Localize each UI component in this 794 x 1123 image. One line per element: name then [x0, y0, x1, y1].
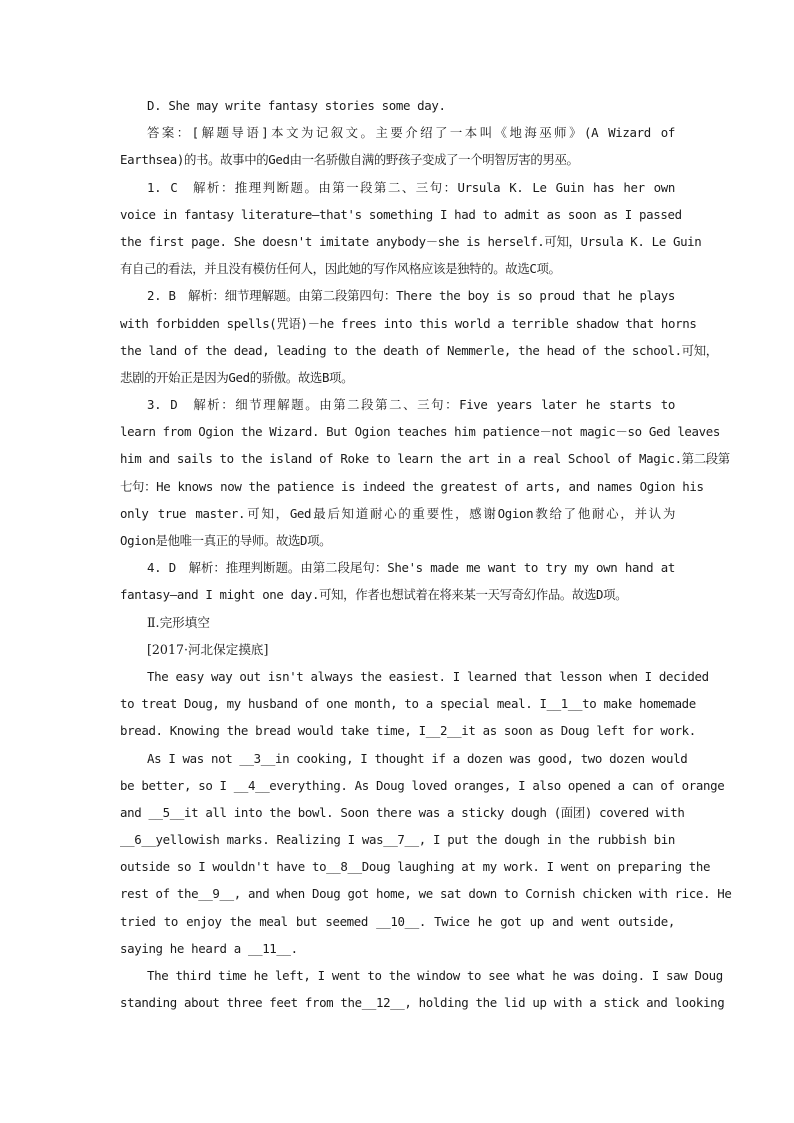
passage-line: The third time he left, I went to the window to see what he was doing. I saw Doug — [147, 968, 723, 983]
passage-line: to treat Doug, my husband of one month, to a special meal. I__1__to make homemade — [120, 696, 696, 712]
explanation-3-line: only true master.可知，Ged最后知道耐心的重要性，感谢Ogion教给了他耐心，并认为 — [120, 505, 675, 521]
passage-line: be better, so I __4__everything. As Doug loved oranges, I also opened a can of orange — [120, 777, 725, 793]
passage-line: standing about three feet from the__12__, holding the lid up with a stick and looking — [120, 995, 725, 1011]
passage-line: tried to enjoy the meal but seemed __10__. Twice he got up and went outside, — [120, 913, 675, 929]
explanation-3-line: 3. D 解析：细节理解题。由第二段第二、三句：Five years later he starts to — [147, 397, 675, 413]
explanation-2-line: 2. B 解析：细节理解题。由第二段第四句：There the boy is so proud that he plays — [147, 288, 675, 304]
passage-line: The easy way out isn't always the easiest. I learned that lesson when I decided — [147, 668, 709, 684]
explanation-2-line: 悲剧的开始正是因为Ged的骄傲。故选B项。 — [120, 369, 354, 385]
answer-section — [120, 92, 730, 609]
explanation-1-line: 1. C 解析：推理判断题。由第一段第二、三句：Ursula K. Le Guin has her own — [147, 179, 675, 195]
explanation-1-line: voice in fantasy literature—that's something I had to admit as soon as I passed — [120, 206, 682, 222]
answer-intro-line: Earthsea)的书。故事中的Ged由一名骄傲自满的野孩子变成了一个明智厉害的男巫。 — [120, 152, 579, 168]
cloze-passage — [120, 663, 732, 1016]
explanation-1-line: 有自己的看法，并且没有模仿任何人，因此她的写作风格应该是独特的。故选C项。 — [120, 261, 561, 277]
passage-line: As I was not __3__in cooking, I thought if a dozen was good, two dozen would — [147, 750, 688, 766]
passage-line: rest of the__9__, and when Doug got home, we sat down to Cornish chicken with rice. He — [120, 886, 732, 902]
explanation-2-line: the land of the dead, leading to the death of Nemmerle, the head of the school.可知， — [120, 342, 718, 358]
passage-line: bread. Knowing the bread would take time, I__2__it as soon as Doug left for work. — [120, 723, 696, 739]
explanation-3-line: learn from Ogion the Wizard. But Ogion teaches him patience－not magic－so Ged leaves — [120, 424, 720, 440]
explanation-3-line: Ogion是他唯一真正的导师。故选D项。 — [120, 533, 332, 548]
explanation-2-line: with forbidden spells(咒语)－he frees into this world a terrible shadow that horns — [120, 315, 697, 331]
passage-line: outside so I wouldn't have to__8__Doug laughing at my work. I went on preparing the — [120, 859, 711, 875]
document-page — [120, 92, 732, 1016]
answer-intro-line: 答案：[解题导语]本文为记叙文。主要介绍了一本叫《地海巫师》(A Wizard of — [147, 125, 675, 141]
explanation-3-line: 七句：He knows now the patience is indeed the greatest of arts, and names Ogion his — [120, 478, 704, 494]
passage-line: and __5__it all into the bowl. Soon there was a sticky dough (面团) covered with — [120, 804, 685, 820]
passage-line: __6__yellowish marks. Realizing I was__7__, I put the dough in the rubbish bin — [120, 832, 675, 848]
section-title: Ⅱ.完形填空 — [147, 614, 210, 630]
passage-line: saying he heard a __11__. — [120, 940, 298, 956]
option-d-line: D. She may write fantasy stories some day. — [147, 98, 446, 113]
source-tag: [2017·河北保定摸底] — [147, 641, 269, 657]
explanation-4-line: fantasy—and I might one day.可知，作者也想试着在将来某一天写奇幻作品。故选D项。 — [120, 587, 628, 603]
explanation-3-line: him and sails to the island of Roke to learn the art in a real School of Magic.第二段第 — [120, 451, 730, 467]
explanation-4-line: 4. D 解析：推理判断题。由第二段尾句：She's made me want to try my own hand at — [147, 560, 675, 576]
explanation-1-line: the first page. She doesn't imitate anybody－she is herself.可知，Ursula K. Le Guin — [120, 233, 702, 249]
